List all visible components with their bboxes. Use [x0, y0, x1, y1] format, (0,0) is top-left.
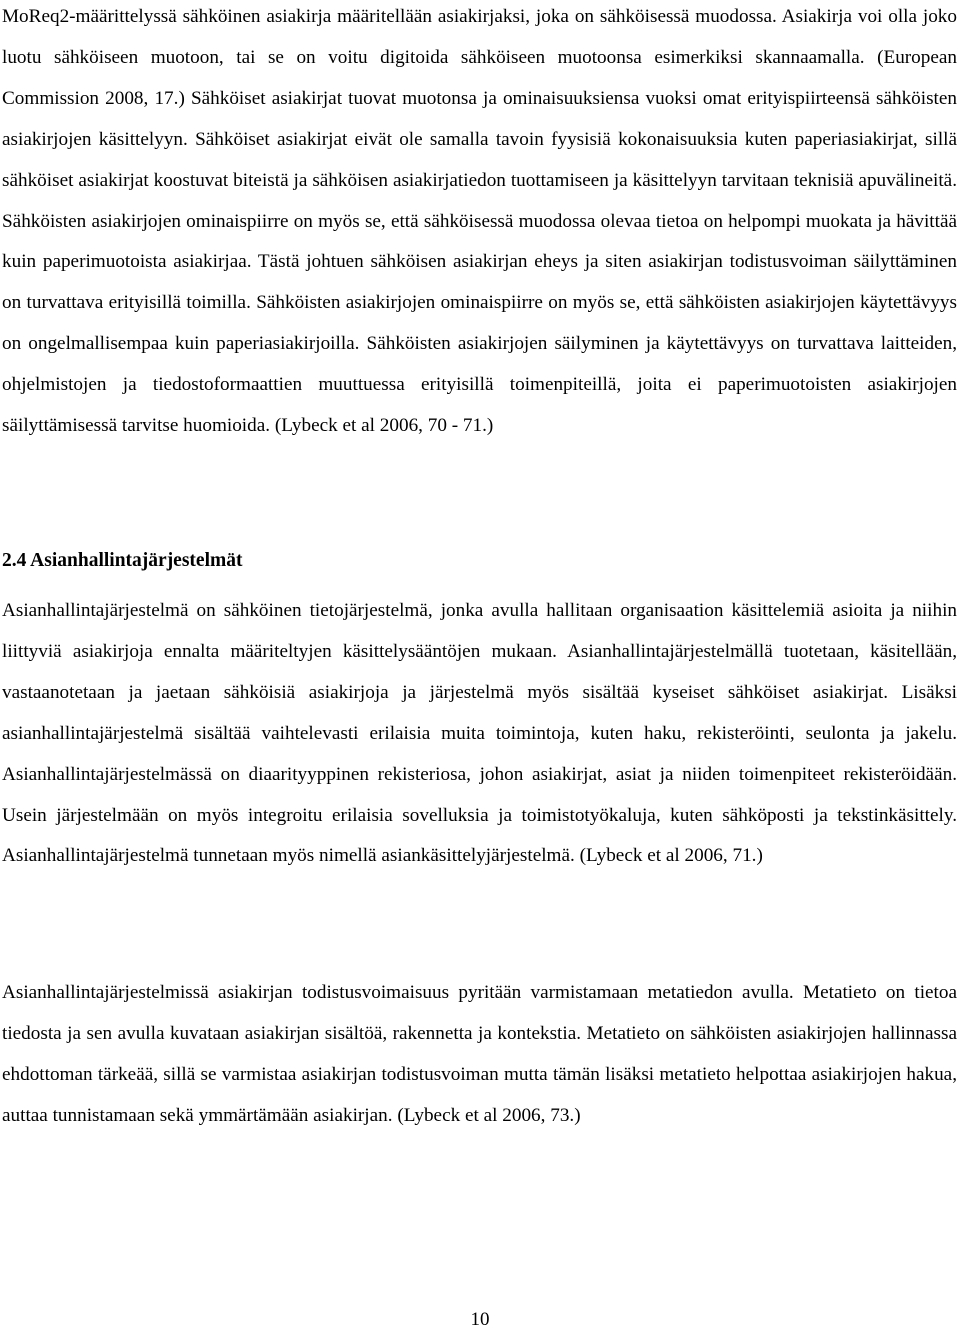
page-number: 10: [470, 1309, 490, 1330]
section-paragraph-2: Asianhallintajärjestelmissä asiakirjan todistusvoimaisuus pyritään varmistamaan metatiedon avulla. Metatieto on tietoa tiedosta ja sen avulla kuvataan asiakirjan sisältöä, rakennetta ja kontekstia. Metatieto on sähköisten asiakirjojen hallinnassa ehdottoman tärkeää, sillä se varmistaa asiakirjan todistusvoiman mutta tämän lisäksi metatieto helpottaa asiakirjojen hakua, auttaa tunnistamaan sekä ymmärtämään asiakirjan. (Lybeck et al 2006, 73.): [2, 982, 957, 1126]
section-heading: 2.4 Asianhallintajärjestelmät: [2, 550, 243, 571]
section-paragraph-1: Asianhallintajärjestelmä on sähköinen tietojärjestelmä, jonka avulla hallitaan organisaation käsittelemiä asioita ja niihin liittyviä asiakirjoja ennalta määriteltyjen käsittelysääntöjen mukaan. Asianhallintajärjestelmällä tuotetaan, käsitellään, vastaanotetaan ja jaetaan sähköisiä asiakirjoja ja järjestelmä myös sisältää kyseiset sähköiset asiakirjat. Lisäksi asianhallintajärjestelmä sisältää vaihtelevasti erilaisia muita toimintoja, kuten haku, rekisteröinti, seulonta ja jakelu. Asianhallintajärjestelmässä on diaarityyppinen rekisteriosa, johon asiakirjat, asiat ja niiden toimenpiteet rekisteröidään. Usein järjestelmään on myös integroitu erilaisia sovelluksia ja toimistotyökaluja, kuten sähköposti ja tekstinkäsittely. Asianhallintajärjestelmä tunnetaan myös nimellä asiankäsittelyjärjestelmä. (Lybeck et al 2006, 71.): [2, 600, 957, 867]
intro-paragraph: MoReq2-määrittelyssä sähköinen asiakirja määritellään asiakirjaksi, joka on sähköisessä muodossa. Asiakirja voi olla joko luotu sähköiseen muotoon, tai se on voitu digitoida sähköiseen muotoonsa esimerkiksi skannaamalla. (European Commission 2008, 17.) Sähköiset asiakirjat tuovat muotonsa ja ominaisuuksiensa vuoksi omat erityispiirteensä sähköisten asiakirjojen käsittelyyn. Sähköiset asiakirjat eivät ole samalla tavoin fyysisiä kokonaisuuksia kuten paperiasiakirjat, sillä sähköiset asiakirjat koostuvat biteistä ja sähköisen asiakirjatiedon tuottamiseen ja käsittelyyn tarvitaan teknisiä apuvälineitä. Sähköisten asiakirjojen ominaispiirre on myös se, että sähköisessä muodossa olevaa tietoa on helpompi muokata ja hävittää kuin paperimuotoista asiakirjaa. Tästä johtuen sähköisen asiakirjan eheys ja siten asiakirjan todistusvoiman säilyttäminen on turvattava erityisillä toimilla. Sähköisten asiakirjojen ominaispiirre on myös se, että sähköisten asiakirjojen käytettävyys on ongelmallisempaa kuin paperiasiakirjoilla. Sähköisten asiakirjojen säilyminen ja käytettävyys on turvattava laitteiden, ohjelmistojen ja tiedostoformaattien muuttuessa erityisillä toimenpiteillä, joita ei paperimuotoisten asiakirjojen säilyttämisessä tarvitse huomioida. (Lybeck et al 2006, 70 - 71.): [2, 6, 957, 437]
